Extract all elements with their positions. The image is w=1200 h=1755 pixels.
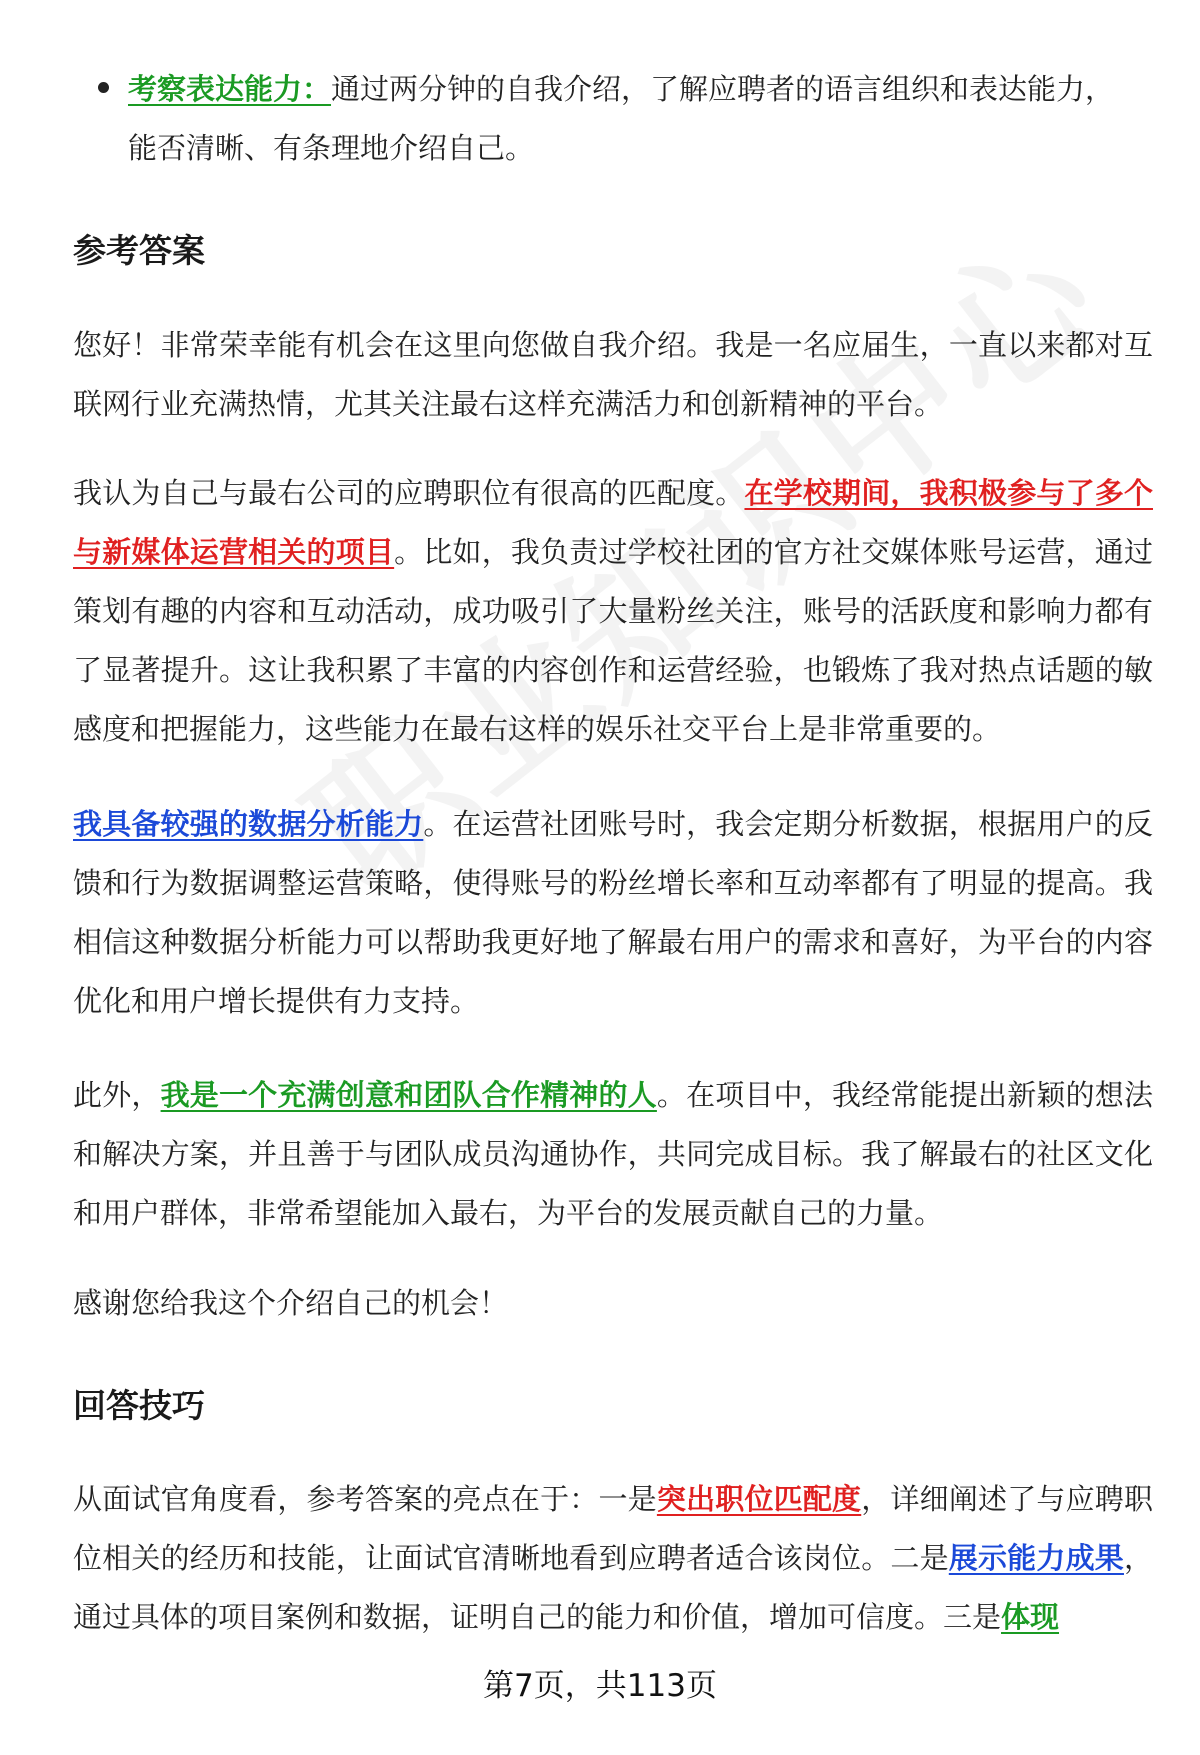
- tips-paragraph: [73, 1470, 1153, 1647]
- answer-paragraph-2: [73, 464, 1153, 759]
- bullet-label: 考察表达能力：: [128, 72, 332, 106]
- p6-highlight-3: 体现: [1001, 1600, 1060, 1634]
- p2-pre: 我认为自己与最右公司的应聘职位有很高的匹配度。: [73, 476, 745, 510]
- p4-post: 。在项目中，我经常能提出新颖的想法和解决方案，并且善于与团队成员沟通协作，共同完成目标。我了解最右的社区文化和用户群体，非常希望能加入最右，为平台的发展贡献自己的力量。: [73, 1078, 1153, 1230]
- p6-mid-1: ，详细阐述了与应聘职位相关的经历和技能，让面试官清晰地看到应聘者适合该岗位。二是: [73, 1482, 1153, 1575]
- p2-post: 。比如，我负责过学校社团的官方社交媒体账号运营，通过策划有趣的内容和互动活动，成功吸引了大量粉丝关注，账号的活跃度和影响力都有了显著提升。这让我积累了丰富的内容创作和运营经验，也锻炼了我对热点话题的敏感度和把握能力，这些能力在最右这样的娱乐社交平台上是非常重要的。: [73, 535, 1153, 746]
- p6-pre: 从面试官角度看，参考答案的亮点在于：一是: [73, 1482, 657, 1516]
- bullet-body: 通过两分钟的自我介绍，了解应聘者的语言组织和表达能力，能否清晰、有条理地介绍自己。: [128, 72, 1115, 165]
- p2-highlight: 在学校期间，我积极参与了多个与新媒体运营相关的项目: [73, 476, 1153, 569]
- bullet-item: [98, 60, 1138, 178]
- bullet-dot-icon: [98, 82, 109, 93]
- p4-pre: 此外，: [73, 1078, 161, 1112]
- bullet-text: [128, 60, 1133, 178]
- p6-mid-2: ，通过具体的项目案例和数据，证明自己的能力和价值，增加可信度。三是: [73, 1541, 1153, 1634]
- section-heading-tips: 回答技巧: [73, 1386, 205, 1425]
- p6-highlight-2: 展示能力成果: [948, 1541, 1124, 1575]
- answer-paragraph-1: 您好！非常荣幸能有机会在这里向您做自我介绍。我是一名应届生，一直以来都对互联网行业充满热情，尤其关注最右这样充满活力和创新精神的平台。: [73, 328, 1153, 421]
- section-heading-answer: 参考答案: [73, 231, 205, 270]
- p3-post: 。在运营社团账号时，我会定期分析数据，根据用户的反馈和行为数据调整运营策略，使得账号的粉丝增长率和互动率都有了明显的提高。我相信这种数据分析能力可以帮助我更好地了解最右用户的需求和喜好，为平台的内容优化和用户增长提供有力支持。: [73, 807, 1153, 1018]
- p3-highlight: 我具备较强的数据分析能力: [73, 807, 424, 841]
- page-footer: 第7页，共113页: [483, 1668, 717, 1704]
- p6-highlight-1: 突出职位匹配度: [656, 1482, 862, 1516]
- answer-paragraph-4: [73, 1066, 1153, 1243]
- answer-paragraph-5: 感谢您给我这个介绍自己的机会！: [73, 1286, 509, 1320]
- p4-highlight: 我是一个充满创意和团队合作精神的人: [160, 1078, 657, 1112]
- answer-paragraph-3: [73, 795, 1153, 1031]
